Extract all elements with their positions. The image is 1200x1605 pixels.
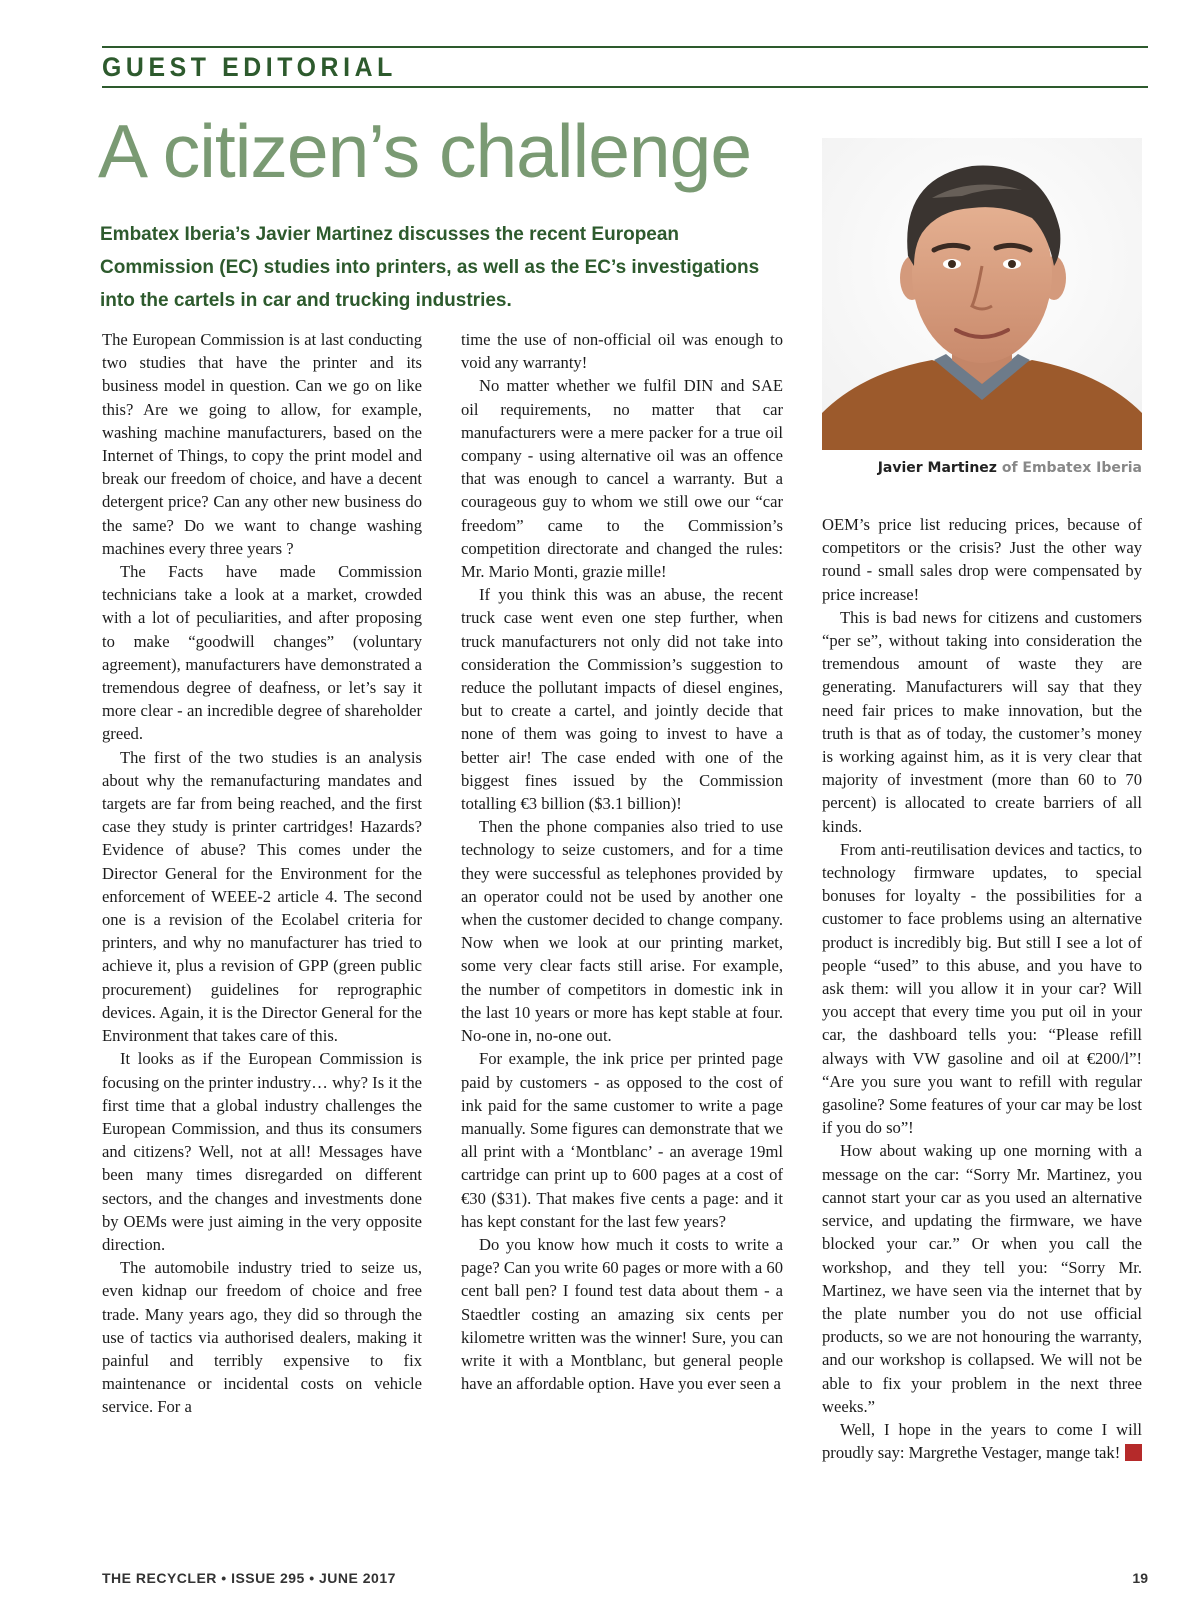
paragraph: The Facts have made Commission technicians take a look at a market, crowded with a lot of peculiarities, and after proposing to make “goodwill changes” (voluntary agreement), manufacturers have demonstrated a tremendous degree of deafness, or let’s say it more clear - an incredible degree of shareholder greed. <box>102 562 422 744</box>
portrait-image <box>822 138 1142 450</box>
column-1 <box>102 328 422 1419</box>
standfirst: Embatex Iberia’s Javier Martinez discusses the recent European Commission (EC) studies into printers, as well as the EC’s investigations into the cartels in car and trucking industries. <box>100 224 760 311</box>
end-mark-icon: R <box>1125 1444 1142 1461</box>
paragraph: No matter whether we fulfil DIN and SAE oil requirements, no matter that car manufacturers were a mere packer for a true oil company - using alternative oil was an offence that was enough to cancel a warranty. But a courageous guy to whom we still owe our “car freedom” came to the Commission’s competition directorate and changed the rules: Mr. Mario Monti, grazie mille! <box>461 376 783 582</box>
closing-text: Well, I hope in the years to come I will proudly say: Margrethe Vestager, mange tak! <box>822 1419 1142 1463</box>
paragraph: The European Commission is at last conducting two studies that have the printer and its business model in question. Can we go on like this? Are we going to allow, for example, washing machine manufacturers, based on the Internet of Things, to copy the print model and break our freedom of choice, and have a decent detergent price? Can any other new business do the same? Do we want to change washing machines every three years ? <box>102 330 422 558</box>
section-rule <box>102 86 1148 88</box>
page-number: 19 <box>1132 1570 1148 1586</box>
paragraph <box>822 1418 1154 1464</box>
paragraph: If you think this was an abuse, the recent truck case went even one step further, when truck manufacturers not only did not take into consideration the Commission’s suggestion to reduce the pollutant impacts of diesel engines, but to create a cartel, and jointly decide that none of them was going to invest to have a better air! The case ended with one of the biggest fines issued by the Commission totalling €3 billion ($3.1 billion)! <box>461 585 783 814</box>
paragraph: time the use of non-official oil was enough to void any warranty! <box>461 330 783 373</box>
top-rule <box>102 46 1148 48</box>
paragraph: Then the phone companies also tried to use technology to seize customers, and for a time they were successful as telephones provided by an operator could not be used by another one when the customer decided to change company. Now when we look at our printing market, some very clear facts still arise. For example, the number of competitors in domestic ink in the last 10 years or more has kept stable at four. No-one in, no-one out. <box>461 817 783 1046</box>
footer-publication: THE RECYCLER • ISSUE 295 • JUNE 2017 <box>102 1570 396 1586</box>
headline: A citizen’s challenge <box>98 109 752 193</box>
caption-org: of Embatex Iberia <box>996 460 1142 476</box>
caption-name: Javier Martinez <box>877 460 997 476</box>
paragraph: The first of the two studies is an analysis about why the remanufacturing mandates and targets are far from being reached, and the first case they study is printer cartridges! Hazards? Evidence of abuse? This comes under the Director General for the Environment for the enforcement of WEEE-2 article 4. The second one is a revision of the Ecolabel criteria for printers, and why no manufacturer has tried to achieve it, plus a revision of GPP (green public procurement) guidelines for reprographic devices. Again, it is the Director General for the Environment that takes care of this. <box>102 747 422 1046</box>
paragraph: Do you know how much it costs to write a page? Can you write 60 pages or more with a 60 cent ball pen? I found test data about them - a Staedtler costing an amazing six cents per kilometre written was the winner! Sure, you can write it with a Montblanc, but general people have an affordable option. Have you ever seen a <box>461 1234 783 1394</box>
paragraph: How about waking up one morning with a message on the car: “Sorry Mr. Martinez, you cannot start your car as you used an alternative service, and updating the firmware, we have blocked your car.” Or when you call the workshop, and they tell you: “Sorry Mr. Martinez, we have seen via the internet that by the plate number you do not use official products, so we are not honouring the warranty, and our workshop is collapsed. We will not be able to fix your problem in the next three weeks.” <box>822 1141 1142 1416</box>
column-3 <box>822 513 1154 1464</box>
paragraph: From anti-reutilisation devices and tactics, to technology firmware updates, to special bonuses for loyalty - the possibilities for a customer to face problems using an alternative product is incredibly big. But still I see a lot of people “used” to this abuse, and you have to ask them: will you allow it in your car? Will you accept that every time you put oil in your car, the dashboard tells you: “Please refill always with VW gasoline and oil at €200/l”! “Are you sure you want to refill with regular gasoline? Some features of your car may be lost if you do so”! <box>822 839 1142 1138</box>
author-photo <box>822 138 1142 450</box>
photo-caption <box>822 460 1142 476</box>
column-2 <box>461 328 783 1395</box>
paragraph: OEM’s price list reducing prices, because of competitors or the crisis? Just the other way round - small sales drop were compensated by price increase! <box>822 515 1142 604</box>
paragraph: For example, the ink price per printed page paid by customers - as opposed to the cost of ink paid for the same customer to write a page manually. Some figures can demonstrate that we all print with a ‘Montblanc’ - an average 19ml cartridge can print up to 600 pages at a cost of €30 ($31). That makes five cents a page: and it has kept constant for the last few years? <box>461 1049 783 1231</box>
paragraph: It looks as if the European Commission is focusing on the printer industry… why? Is it the first time that a global industry challenges the European Commission, and thus its consumers and citizens? Well, not at all! Messages have been many times disregarded on different sectors, and the changes and investments done by OEMs were just aiming in the very opposite direction. <box>102 1049 422 1254</box>
paragraph: This is bad news for citizens and customers “per se”, without taking into consideration the tremendous amount of waste they are generating. Manufacturers will say that they need fair prices to make innovation, but the truth is that as of today, the customer’s money is working against him, as it is very clear that majority of investment (more than 60 to 70 percent) is allocated to create barriers of all kinds. <box>822 607 1142 836</box>
paragraph: The automobile industry tried to seize us, even kidnap our freedom of choice and free trade. Many years ago, they did so through the use of tactics via authorised dealers, making it painful and terribly expensive to fix maintenance or incidental costs on vehicle service. For a <box>102 1258 422 1417</box>
section-label: GUEST EDITORIAL <box>102 52 397 82</box>
